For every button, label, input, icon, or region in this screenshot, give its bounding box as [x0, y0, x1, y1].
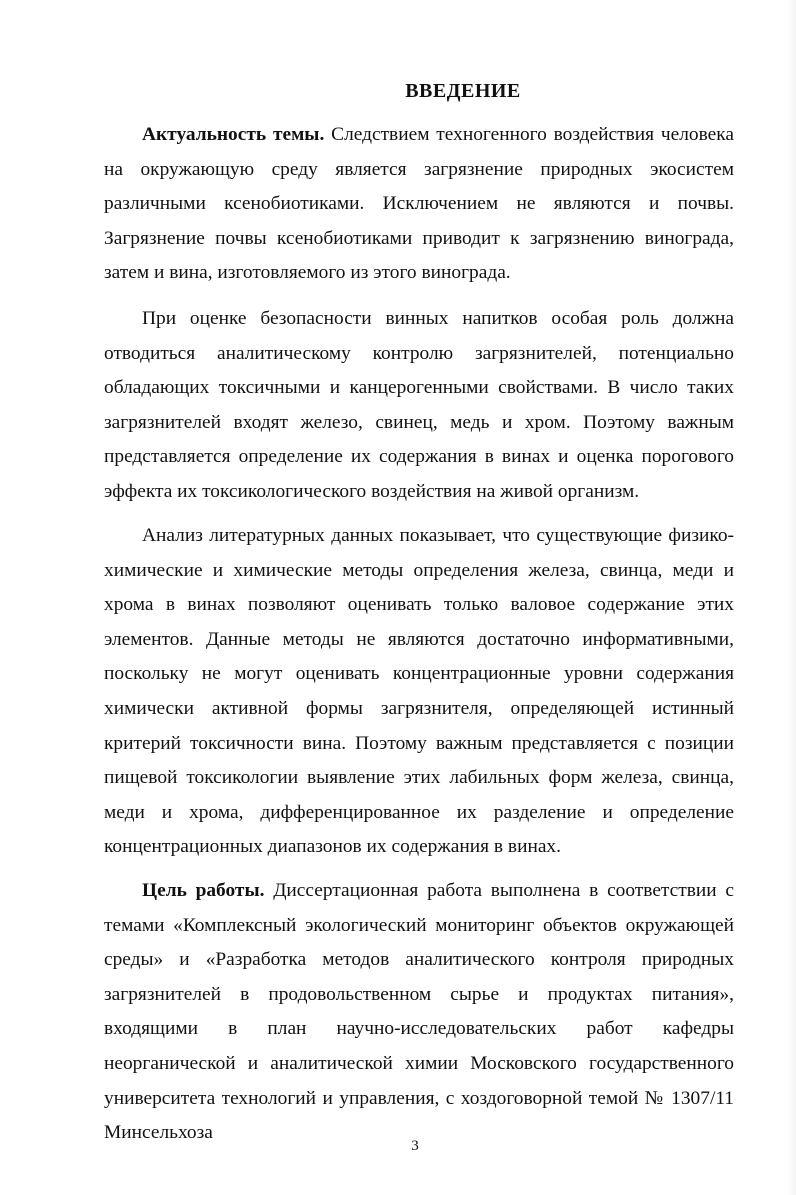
paragraph-text: Следствием техногенного воздействия человека на окружающую среду является загрязнение природных экосистем различными ксенобиотиками. Исключением не являются и почвы. Загрязнение почвы ксенобиотиками приводит к загрязнению винограда, затем и вина, изготовляемого из этого винограда. — [104, 124, 735, 284]
paragraph-text: Диссертационная работа выполнена в соответствии с темами «Комплексный экологический мониторинг объектов окружающей среды» и «Разработка методов аналитического контроля природных загрязнителей в продовольственном сырье и продуктах питания», входящими в план научно-исследовательских работ кафедры неорганической и аналитической химии Московского государственного университета технологий и управления, с хоздоговорной темой № 1307/11 Минсельхоза — [104, 880, 734, 1144]
paragraph-literature-analysis — [104, 519, 734, 865]
paragraph-heading: Актуальность темы. — [142, 124, 325, 145]
paragraph-safety-assessment — [104, 302, 734, 510]
paragraph-relevance — [104, 118, 734, 291]
paragraph-text: При оценке безопасности винных напитков особая роль должна отводиться аналитическому контролю загрязнителей, потенциально обладающих токсичными и канцерогенными свойствами. В число таких загрязнителей входят железо, свинец, медь и хром. Поэтому важным представляется определение их содержания в винах и оценка порогового эффекта их токсикологического воздействия на живой организм. — [104, 308, 734, 502]
page-title: ВВЕДЕНИЕ — [405, 80, 521, 102]
paragraph-heading: Цель работы. — [142, 880, 265, 901]
scan-edge-shadow — [788, 0, 796, 1195]
paragraph-goal — [104, 874, 734, 1151]
paragraph-text: Анализ литературных данных показывает, что существующие физико-химические и химические методы определения железа, свинца, меди и хрома в винах позволяют оценивать только валовое содержание этих элементов. Данные методы не являются достаточно информативными, поскольку не могут оценивать концентрационные уровни содержания химически активной формы загрязнителя, определяющей истинный критерий токсичности вина. Поэтому важным представляется с позиции пищевой токсикологии выявление этих лабильных форм железа, свинца, меди и хрома, дифференцированное их разделение и определение концентрационных диапазонов их содержания в винах. — [104, 525, 734, 858]
page-number: 3 — [411, 1138, 419, 1154]
